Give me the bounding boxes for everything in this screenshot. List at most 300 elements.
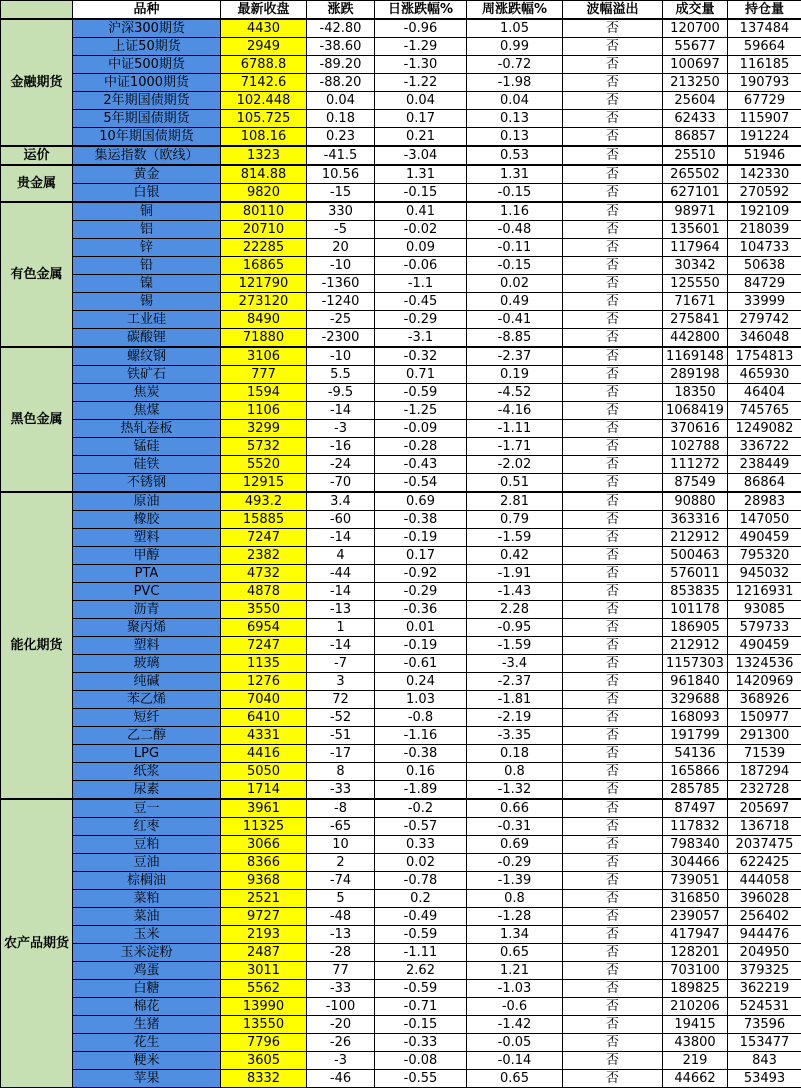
table-row bbox=[1, 492, 801, 511]
open-interest-cell: 291300 bbox=[728, 727, 801, 745]
volatility-overflow-cell: 否 bbox=[563, 38, 663, 56]
change-cell: -74 bbox=[307, 872, 375, 890]
product-name-cell: PVC bbox=[73, 583, 221, 601]
volume-cell: 18350 bbox=[663, 384, 728, 402]
volatility-overflow-cell: 否 bbox=[563, 146, 663, 165]
weekly-pct-cell: 0.13 bbox=[467, 128, 563, 147]
header-cell: 持仓量 bbox=[728, 1, 801, 20]
table-row bbox=[1, 890, 801, 908]
weekly-pct-cell: 0.02 bbox=[467, 275, 563, 293]
open-interest-cell: 59664 bbox=[728, 38, 801, 56]
product-name-cell: 铜 bbox=[73, 202, 221, 221]
close-price-cell: 4732 bbox=[221, 565, 307, 583]
open-interest-cell: 71539 bbox=[728, 745, 801, 763]
product-name-cell: 苯乙烯 bbox=[73, 691, 221, 709]
table-row bbox=[1, 745, 801, 763]
weekly-pct-cell: 1.31 bbox=[467, 165, 563, 184]
table-row bbox=[1, 781, 801, 800]
close-price-cell: 1594 bbox=[221, 384, 307, 402]
open-interest-cell: 142330 bbox=[728, 165, 801, 184]
table-row bbox=[1, 366, 801, 384]
close-price-cell: 12915 bbox=[221, 474, 307, 493]
weekly-pct-cell: 1.16 bbox=[467, 202, 563, 221]
open-interest-cell: 2037475 bbox=[728, 836, 801, 854]
product-name-cell: 短纤 bbox=[73, 709, 221, 727]
change-cell: -44 bbox=[307, 565, 375, 583]
change-cell: 0.18 bbox=[307, 110, 375, 128]
close-price-cell: 4331 bbox=[221, 727, 307, 745]
change-cell: -70 bbox=[307, 474, 375, 493]
header-cell: 品种 bbox=[73, 1, 221, 20]
volume-cell: 417947 bbox=[663, 926, 728, 944]
close-price-cell: 777 bbox=[221, 366, 307, 384]
volatility-overflow-cell: 否 bbox=[563, 962, 663, 980]
product-name-cell: 纯碱 bbox=[73, 673, 221, 691]
change-cell: -3 bbox=[307, 1052, 375, 1070]
volume-cell: 316850 bbox=[663, 890, 728, 908]
open-interest-cell: 67729 bbox=[728, 92, 801, 110]
weekly-pct-cell: -1.32 bbox=[467, 781, 563, 800]
volatility-overflow-cell: 否 bbox=[563, 781, 663, 800]
open-interest-cell: 1216931 bbox=[728, 583, 801, 601]
volume-cell: 135601 bbox=[663, 221, 728, 239]
open-interest-cell: 218039 bbox=[728, 221, 801, 239]
product-name-cell: 中证1000期货 bbox=[73, 74, 221, 92]
weekly-pct-cell: -1.59 bbox=[467, 529, 563, 547]
close-price-cell: 2193 bbox=[221, 926, 307, 944]
open-interest-cell: 115907 bbox=[728, 110, 801, 128]
close-price-cell: 3961 bbox=[221, 799, 307, 818]
volatility-overflow-cell: 否 bbox=[563, 474, 663, 493]
daily-pct-cell: -1.29 bbox=[375, 38, 467, 56]
close-price-cell: 3011 bbox=[221, 962, 307, 980]
daily-pct-cell: -3.1 bbox=[375, 329, 467, 348]
volume-cell: 125550 bbox=[663, 275, 728, 293]
open-interest-cell: 191224 bbox=[728, 128, 801, 147]
product-name-cell: 集运指数（欧线） bbox=[73, 146, 221, 165]
table-row bbox=[1, 583, 801, 601]
open-interest-cell: 336722 bbox=[728, 438, 801, 456]
daily-pct-cell: -0.19 bbox=[375, 529, 467, 547]
product-name-cell: 玻璃 bbox=[73, 655, 221, 673]
close-price-cell: 9727 bbox=[221, 908, 307, 926]
change-cell: 5.5 bbox=[307, 366, 375, 384]
weekly-pct-cell: 0.79 bbox=[467, 511, 563, 529]
product-name-cell: 铅 bbox=[73, 257, 221, 275]
open-interest-cell: 465930 bbox=[728, 366, 801, 384]
product-name-cell: 工业硅 bbox=[73, 311, 221, 329]
close-price-cell: 8366 bbox=[221, 854, 307, 872]
daily-pct-cell: 0.09 bbox=[375, 239, 467, 257]
product-name-cell: 豆粕 bbox=[73, 836, 221, 854]
product-name-cell: 中证500期货 bbox=[73, 56, 221, 74]
daily-pct-cell: -0.8 bbox=[375, 709, 467, 727]
daily-pct-cell: 0.69 bbox=[375, 492, 467, 511]
daily-pct-cell: -0.29 bbox=[375, 311, 467, 329]
table-row bbox=[1, 547, 801, 565]
close-price-cell: 1323 bbox=[221, 146, 307, 165]
table-row bbox=[1, 456, 801, 474]
weekly-pct-cell: -1.81 bbox=[467, 691, 563, 709]
change-cell: -33 bbox=[307, 980, 375, 998]
close-price-cell: 2521 bbox=[221, 890, 307, 908]
category-cell: 能化期货 bbox=[1, 492, 73, 799]
change-cell: 0.23 bbox=[307, 128, 375, 147]
weekly-pct-cell: -1.43 bbox=[467, 583, 563, 601]
weekly-pct-cell: 0.65 bbox=[467, 944, 563, 962]
volatility-overflow-cell: 否 bbox=[563, 799, 663, 818]
product-name-cell: 鸡蛋 bbox=[73, 962, 221, 980]
volatility-overflow-cell: 否 bbox=[563, 74, 663, 92]
change-cell: 0.04 bbox=[307, 92, 375, 110]
close-price-cell: 2382 bbox=[221, 547, 307, 565]
open-interest-cell: 843 bbox=[728, 1052, 801, 1070]
open-interest-cell: 379325 bbox=[728, 962, 801, 980]
daily-pct-cell: -3.04 bbox=[375, 146, 467, 165]
weekly-pct-cell: -1.71 bbox=[467, 438, 563, 456]
weekly-pct-cell: -1.42 bbox=[467, 1016, 563, 1034]
product-name-cell: 玉米 bbox=[73, 926, 221, 944]
open-interest-cell: 86864 bbox=[728, 474, 801, 493]
close-price-cell: 15885 bbox=[221, 511, 307, 529]
open-interest-cell: 53493 bbox=[728, 1070, 801, 1088]
open-interest-cell: 136718 bbox=[728, 818, 801, 836]
daily-pct-cell: -0.57 bbox=[375, 818, 467, 836]
weekly-pct-cell: -2.02 bbox=[467, 456, 563, 474]
volatility-overflow-cell: 否 bbox=[563, 420, 663, 438]
close-price-cell: 2487 bbox=[221, 944, 307, 962]
daily-pct-cell: -0.45 bbox=[375, 293, 467, 311]
table-row bbox=[1, 165, 801, 184]
change-cell: 1 bbox=[307, 619, 375, 637]
volatility-overflow-cell: 否 bbox=[563, 745, 663, 763]
weekly-pct-cell: 0.8 bbox=[467, 763, 563, 781]
product-name-cell: 粳米 bbox=[73, 1052, 221, 1070]
table-row bbox=[1, 818, 801, 836]
daily-pct-cell: -1.89 bbox=[375, 781, 467, 800]
change-cell: 2 bbox=[307, 854, 375, 872]
close-price-cell: 9368 bbox=[221, 872, 307, 890]
open-interest-cell: 51946 bbox=[728, 146, 801, 165]
table-row bbox=[1, 38, 801, 56]
daily-pct-cell: -0.38 bbox=[375, 511, 467, 529]
close-price-cell: 121790 bbox=[221, 275, 307, 293]
volume-cell: 370616 bbox=[663, 420, 728, 438]
volatility-overflow-cell: 否 bbox=[563, 980, 663, 998]
table-row bbox=[1, 980, 801, 998]
header-cell: 波幅溢出 bbox=[563, 1, 663, 20]
open-interest-cell: 205697 bbox=[728, 799, 801, 818]
volatility-overflow-cell: 否 bbox=[563, 1052, 663, 1070]
table-row bbox=[1, 962, 801, 980]
open-interest-cell: 28983 bbox=[728, 492, 801, 511]
volatility-overflow-cell: 否 bbox=[563, 456, 663, 474]
change-cell: -17 bbox=[307, 745, 375, 763]
table-row bbox=[1, 944, 801, 962]
table-row bbox=[1, 691, 801, 709]
table-row bbox=[1, 854, 801, 872]
open-interest-cell: 93085 bbox=[728, 601, 801, 619]
volume-cell: 239057 bbox=[663, 908, 728, 926]
category-cell: 黑色金属 bbox=[1, 347, 73, 492]
daily-pct-cell: -1.16 bbox=[375, 727, 467, 745]
daily-pct-cell: -0.06 bbox=[375, 257, 467, 275]
table-row bbox=[1, 239, 801, 257]
volatility-overflow-cell: 否 bbox=[563, 311, 663, 329]
open-interest-cell: 622425 bbox=[728, 854, 801, 872]
daily-pct-cell: -1.25 bbox=[375, 402, 467, 420]
volatility-overflow-cell: 否 bbox=[563, 926, 663, 944]
volume-cell: 191799 bbox=[663, 727, 728, 745]
product-name-cell: 花生 bbox=[73, 1034, 221, 1052]
table-row bbox=[1, 1016, 801, 1034]
open-interest-cell: 116185 bbox=[728, 56, 801, 74]
close-price-cell: 9820 bbox=[221, 184, 307, 203]
header-cell: 成交量 bbox=[663, 1, 728, 20]
product-name-cell: 5年期国债期货 bbox=[73, 110, 221, 128]
close-price-cell: 6410 bbox=[221, 709, 307, 727]
close-price-cell: 3106 bbox=[221, 347, 307, 366]
volatility-overflow-cell: 否 bbox=[563, 128, 663, 147]
weekly-pct-cell: -1.59 bbox=[467, 637, 563, 655]
change-cell: 4 bbox=[307, 547, 375, 565]
table-row bbox=[1, 19, 801, 38]
change-cell: -46 bbox=[307, 1070, 375, 1088]
open-interest-cell: 490459 bbox=[728, 637, 801, 655]
volatility-overflow-cell: 否 bbox=[563, 92, 663, 110]
volatility-overflow-cell: 否 bbox=[563, 637, 663, 655]
table-row bbox=[1, 637, 801, 655]
product-name-cell: 上证50期货 bbox=[73, 38, 221, 56]
change-cell: 10.56 bbox=[307, 165, 375, 184]
table-row bbox=[1, 1070, 801, 1088]
open-interest-cell: 190793 bbox=[728, 74, 801, 92]
daily-pct-cell: 2.62 bbox=[375, 962, 467, 980]
table-row bbox=[1, 402, 801, 420]
volatility-overflow-cell: 否 bbox=[563, 1016, 663, 1034]
header-cell: 最新收盘 bbox=[221, 1, 307, 20]
weekly-pct-cell: -1.11 bbox=[467, 420, 563, 438]
volatility-overflow-cell: 否 bbox=[563, 347, 663, 366]
volatility-overflow-cell: 否 bbox=[563, 19, 663, 38]
change-cell: 72 bbox=[307, 691, 375, 709]
close-price-cell: 5732 bbox=[221, 438, 307, 456]
table-row bbox=[1, 511, 801, 529]
product-name-cell: 镍 bbox=[73, 275, 221, 293]
close-price-cell: 6788.8 bbox=[221, 56, 307, 74]
change-cell: 3.4 bbox=[307, 492, 375, 511]
daily-pct-cell: -0.2 bbox=[375, 799, 467, 818]
close-price-cell: 8490 bbox=[221, 311, 307, 329]
table-row bbox=[1, 92, 801, 110]
volatility-overflow-cell: 否 bbox=[563, 547, 663, 565]
weekly-pct-cell: -8.85 bbox=[467, 329, 563, 348]
close-price-cell: 7247 bbox=[221, 529, 307, 547]
close-price-cell: 273120 bbox=[221, 293, 307, 311]
volatility-overflow-cell: 否 bbox=[563, 601, 663, 619]
volume-cell: 55677 bbox=[663, 38, 728, 56]
daily-pct-cell: 0.02 bbox=[375, 854, 467, 872]
open-interest-cell: 945032 bbox=[728, 565, 801, 583]
weekly-pct-cell: 0.18 bbox=[467, 745, 563, 763]
product-name-cell: 豆油 bbox=[73, 854, 221, 872]
weekly-pct-cell: -0.72 bbox=[467, 56, 563, 74]
volume-cell: 87549 bbox=[663, 474, 728, 493]
volatility-overflow-cell: 否 bbox=[563, 583, 663, 601]
change-cell: -38.60 bbox=[307, 38, 375, 56]
volatility-overflow-cell: 否 bbox=[563, 110, 663, 128]
weekly-pct-cell: -1.03 bbox=[467, 980, 563, 998]
product-name-cell: 乙二醇 bbox=[73, 727, 221, 745]
weekly-pct-cell: -1.91 bbox=[467, 565, 563, 583]
volatility-overflow-cell: 否 bbox=[563, 854, 663, 872]
volume-cell: 128201 bbox=[663, 944, 728, 962]
weekly-pct-cell: -3.35 bbox=[467, 727, 563, 745]
open-interest-cell: 147050 bbox=[728, 511, 801, 529]
volatility-overflow-cell: 否 bbox=[563, 709, 663, 727]
volatility-overflow-cell: 否 bbox=[563, 293, 663, 311]
table-row bbox=[1, 438, 801, 456]
change-cell: -8 bbox=[307, 799, 375, 818]
product-name-cell: 黄金 bbox=[73, 165, 221, 184]
change-cell: -65 bbox=[307, 818, 375, 836]
product-name-cell: 沪深300期货 bbox=[73, 19, 221, 38]
table-row bbox=[1, 872, 801, 890]
open-interest-cell: 795320 bbox=[728, 547, 801, 565]
volatility-overflow-cell: 否 bbox=[563, 655, 663, 673]
close-price-cell: 7796 bbox=[221, 1034, 307, 1052]
weekly-pct-cell: -2.37 bbox=[467, 347, 563, 366]
open-interest-cell: 368926 bbox=[728, 691, 801, 709]
change-cell: -10 bbox=[307, 257, 375, 275]
volatility-overflow-cell: 否 bbox=[563, 202, 663, 221]
weekly-pct-cell: -0.05 bbox=[467, 1034, 563, 1052]
weekly-pct-cell: -0.29 bbox=[467, 854, 563, 872]
daily-pct-cell: -0.78 bbox=[375, 872, 467, 890]
product-name-cell: 不锈钢 bbox=[73, 474, 221, 493]
weekly-pct-cell: 0.42 bbox=[467, 547, 563, 565]
close-price-cell: 3299 bbox=[221, 420, 307, 438]
table-row bbox=[1, 655, 801, 673]
weekly-pct-cell: 0.49 bbox=[467, 293, 563, 311]
volatility-overflow-cell: 否 bbox=[563, 908, 663, 926]
daily-pct-cell: -0.36 bbox=[375, 601, 467, 619]
change-cell: -14 bbox=[307, 402, 375, 420]
daily-pct-cell: -0.32 bbox=[375, 347, 467, 366]
product-name-cell: 白银 bbox=[73, 184, 221, 203]
daily-pct-cell: -1.22 bbox=[375, 74, 467, 92]
product-name-cell: 豆一 bbox=[73, 799, 221, 818]
product-name-cell: 聚丙烯 bbox=[73, 619, 221, 637]
table-row bbox=[1, 836, 801, 854]
category-cell: 金融期货 bbox=[1, 19, 73, 146]
table-row bbox=[1, 184, 801, 203]
close-price-cell: 5520 bbox=[221, 456, 307, 474]
close-price-cell: 7040 bbox=[221, 691, 307, 709]
open-interest-cell: 192109 bbox=[728, 202, 801, 221]
table-row bbox=[1, 110, 801, 128]
table-row bbox=[1, 329, 801, 348]
category-cell: 贵金属 bbox=[1, 165, 73, 202]
volume-cell: 90880 bbox=[663, 492, 728, 511]
daily-pct-cell: -0.59 bbox=[375, 926, 467, 944]
open-interest-cell: 204950 bbox=[728, 944, 801, 962]
open-interest-cell: 33999 bbox=[728, 293, 801, 311]
volume-cell: 111272 bbox=[663, 456, 728, 474]
change-cell: -88.20 bbox=[307, 74, 375, 92]
volume-cell: 19415 bbox=[663, 1016, 728, 1034]
product-name-cell: 热轧卷板 bbox=[73, 420, 221, 438]
daily-pct-cell: -0.54 bbox=[375, 474, 467, 493]
open-interest-cell: 745765 bbox=[728, 402, 801, 420]
table-row bbox=[1, 601, 801, 619]
close-price-cell: 4416 bbox=[221, 745, 307, 763]
volume-cell: 213250 bbox=[663, 74, 728, 92]
volume-cell: 442800 bbox=[663, 329, 728, 348]
volatility-overflow-cell: 否 bbox=[563, 56, 663, 74]
weekly-pct-cell: -1.98 bbox=[467, 74, 563, 92]
change-cell: -14 bbox=[307, 583, 375, 601]
volume-cell: 25604 bbox=[663, 92, 728, 110]
close-price-cell: 108.16 bbox=[221, 128, 307, 147]
volatility-overflow-cell: 否 bbox=[563, 836, 663, 854]
table-row bbox=[1, 146, 801, 165]
change-cell: -14 bbox=[307, 637, 375, 655]
volume-cell: 71671 bbox=[663, 293, 728, 311]
table-row bbox=[1, 926, 801, 944]
close-price-cell: 493.2 bbox=[221, 492, 307, 511]
daily-pct-cell: -0.59 bbox=[375, 980, 467, 998]
volume-cell: 627101 bbox=[663, 184, 728, 203]
volatility-overflow-cell: 否 bbox=[563, 221, 663, 239]
open-interest-cell: 270592 bbox=[728, 184, 801, 203]
open-interest-cell: 279742 bbox=[728, 311, 801, 329]
open-interest-cell: 1420969 bbox=[728, 673, 801, 691]
change-cell: -13 bbox=[307, 601, 375, 619]
change-cell: -2300 bbox=[307, 329, 375, 348]
volume-cell: 576011 bbox=[663, 565, 728, 583]
volume-cell: 168093 bbox=[663, 709, 728, 727]
product-name-cell: PTA bbox=[73, 565, 221, 583]
volatility-overflow-cell: 否 bbox=[563, 619, 663, 637]
product-name-cell: 纸浆 bbox=[73, 763, 221, 781]
volatility-overflow-cell: 否 bbox=[563, 329, 663, 348]
weekly-pct-cell: -0.48 bbox=[467, 221, 563, 239]
product-name-cell: 苹果 bbox=[73, 1070, 221, 1088]
close-price-cell: 71880 bbox=[221, 329, 307, 348]
table-row bbox=[1, 529, 801, 547]
weekly-pct-cell: 1.34 bbox=[467, 926, 563, 944]
product-name-cell: 棕榈油 bbox=[73, 872, 221, 890]
daily-pct-cell: -0.61 bbox=[375, 655, 467, 673]
change-cell: -52 bbox=[307, 709, 375, 727]
change-cell: -48 bbox=[307, 908, 375, 926]
volatility-overflow-cell: 否 bbox=[563, 944, 663, 962]
close-price-cell: 6954 bbox=[221, 619, 307, 637]
product-name-cell: 焦炭 bbox=[73, 384, 221, 402]
volatility-overflow-cell: 否 bbox=[563, 890, 663, 908]
open-interest-cell: 137484 bbox=[728, 19, 801, 38]
product-name-cell: 铝 bbox=[73, 221, 221, 239]
volatility-overflow-cell: 否 bbox=[563, 511, 663, 529]
daily-pct-cell: -0.49 bbox=[375, 908, 467, 926]
volume-cell: 500463 bbox=[663, 547, 728, 565]
volume-cell: 165866 bbox=[663, 763, 728, 781]
volume-cell: 798340 bbox=[663, 836, 728, 854]
daily-pct-cell: 1.31 bbox=[375, 165, 467, 184]
change-cell: -1360 bbox=[307, 275, 375, 293]
table-row bbox=[1, 908, 801, 926]
